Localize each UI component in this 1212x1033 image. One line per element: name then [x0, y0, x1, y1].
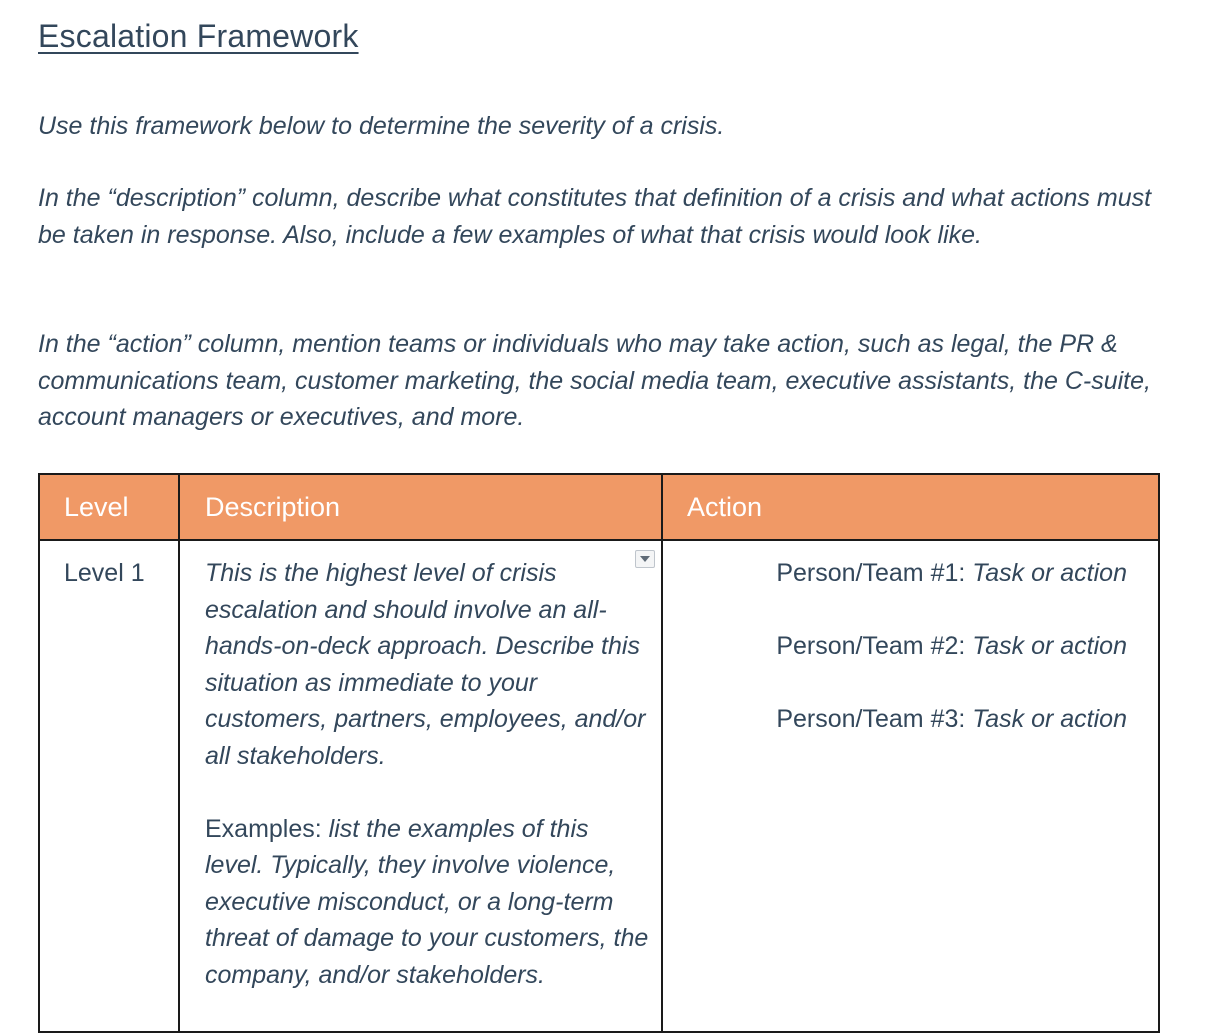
chevron-down-icon — [636, 551, 654, 567]
action-person: Person/Team #3: — [776, 705, 966, 733]
action-item — [662, 555, 1127, 592]
level-cell: Level 1 — [64, 559, 145, 587]
action-task: Task or action — [972, 559, 1127, 587]
action-item — [662, 701, 1127, 738]
intro-paragraph-2: In the “description” column, describe what constitutes that definition of a crisis and what actions must be taken in response. Also, include a few examples of what that crisis would look like. — [38, 184, 1152, 249]
description-cell[interactable] — [205, 555, 650, 993]
intro-paragraph-1: Use this framework below to determine the severity of a crisis. — [38, 112, 725, 140]
escalation-table — [38, 473, 1160, 1033]
column-header-description: Description — [205, 492, 341, 522]
page-title: Escalation Framework — [38, 18, 359, 54]
action-cell[interactable] — [662, 555, 1127, 774]
column-divider — [178, 475, 180, 1031]
examples-paragraph — [205, 811, 650, 994]
action-task: Task or action — [972, 705, 1127, 733]
action-task: Task or action — [972, 632, 1127, 660]
action-item — [662, 628, 1127, 665]
intro-paragraph-3: In the “action” column, mention teams or individuals who may take action, such as legal, the PR & communications team, customer marketing, the social media team, executive assistants, the C-suite, account managers or executives, and more. — [38, 330, 1151, 431]
description-text: This is the highest level of crisis escalation and should involve an all-hands-on-deck approach. Describe this situation as immediate to your customers, partners, employees, and/or all stakeholders. — [205, 559, 646, 770]
table-header-row — [40, 475, 1158, 541]
action-person: Person/Team #1: — [776, 559, 966, 587]
action-person: Person/Team #2: — [776, 632, 966, 660]
column-header-level: Level — [64, 492, 129, 522]
column-header-action: Action — [687, 492, 763, 522]
examples-text: list the examples of this level. Typically, they involve violence, executive misconduct, or a long-term threat of damage to your customers, the company, and/or stakeholders. — [205, 814, 649, 989]
examples-label: Examples: — [205, 814, 322, 843]
cell-options-dropdown[interactable] — [635, 550, 655, 568]
